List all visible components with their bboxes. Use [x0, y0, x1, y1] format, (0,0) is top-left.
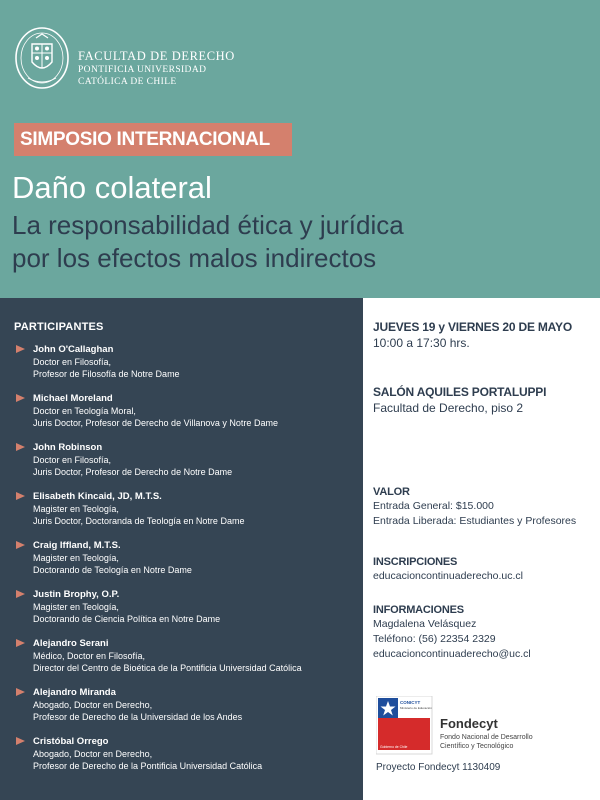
- bullet-arrow-icon: [16, 590, 25, 598]
- participant-name: Cristóbal Orrego: [33, 736, 109, 747]
- participant-degree: Doctor en Teología Moral,: [33, 406, 136, 416]
- participant-name: John Robinson: [33, 442, 103, 453]
- participant-role: Juris Doctor, Doctoranda de Teología en Notre Dame: [33, 516, 245, 526]
- contact-name: Magdalena Velásquez: [373, 618, 477, 630]
- event-type-badge: SIMPOSIO INTERNACIONAL: [14, 123, 292, 156]
- bullet-arrow-icon: [16, 737, 25, 745]
- participant-role: Profesor de Derecho de la Pontificia Universidad Católica: [33, 761, 263, 771]
- price-free: Entrada Liberada: Estudiantes y Profesores: [373, 515, 577, 527]
- participant-name: Alejandro Serani: [33, 638, 109, 649]
- header-banner: [0, 0, 600, 298]
- participant-item: [14, 540, 359, 589]
- contact-block: [373, 603, 531, 662]
- participant-role: Doctorando de Ciencia Política en Notre Dame: [33, 614, 221, 624]
- participants-panel: [0, 298, 363, 800]
- project-number: Proyecto Fondecyt 1130409: [376, 762, 501, 773]
- university-seal-icon: [14, 26, 70, 90]
- participant-degree: Magister en Teología,: [33, 602, 119, 612]
- event-date: JUEVES 19 y VIERNES 20 DE MAYO: [373, 320, 572, 334]
- participant-role: Director del Centro de Bioética de la Pontificia Universidad Católica: [33, 663, 302, 673]
- participant-item: [14, 687, 359, 736]
- event-subtitle-line1: La responsabilidad ética y jurídica: [12, 210, 404, 240]
- signup-heading: INSCRIPCIONES: [373, 556, 458, 568]
- participant-item: [14, 638, 359, 687]
- event-subtitle: [12, 209, 592, 275]
- fondecyt-line2: Científico y Tecnológico: [440, 743, 514, 750]
- university-name-line2: CATÓLICA DE CHILE: [78, 77, 177, 87]
- participant-item: [14, 589, 359, 638]
- bullet-arrow-icon: [16, 688, 25, 696]
- signup-url: educacioncontinuaderecho.uc.cl: [373, 570, 524, 582]
- date-block: [373, 319, 572, 351]
- bullet-arrow-icon: [16, 639, 25, 647]
- participant-item: [14, 393, 359, 442]
- contact-heading: INFORMACIONES: [373, 604, 464, 616]
- bullet-arrow-icon: [16, 492, 25, 500]
- participant-degree: Abogado, Doctor en Derecho,: [33, 749, 153, 759]
- price-block: [373, 485, 576, 529]
- price-heading: VALOR: [373, 486, 410, 498]
- participant-name: Michael Moreland: [33, 393, 113, 404]
- participant-role: Juris Doctor, Profesor de Derecho de Notre Dame: [33, 467, 233, 477]
- participant-name: Alejandro Miranda: [33, 687, 116, 698]
- participant-item: [14, 736, 359, 785]
- participant-degree: Doctor en Filosofía,: [33, 455, 112, 465]
- participant-role: Profesor de Derecho de la Universidad de los Andes: [33, 712, 243, 722]
- participant-degree: Magister en Teología,: [33, 504, 119, 514]
- participant-name: Justin Brophy, O.P.: [33, 589, 120, 600]
- venue-name: SALÓN AQUILES PORTALUPPI: [373, 385, 547, 399]
- fondecyt-brand: Fondecyt: [440, 716, 498, 731]
- participant-item: [14, 344, 359, 393]
- participant-role: Doctorando de Teología en Notre Dame: [33, 565, 192, 575]
- university-name-line1: PONTIFICIA UNIVERSIDAD: [78, 65, 207, 75]
- conicyt-label: CONICYT: [400, 700, 421, 705]
- participants-list: [14, 344, 359, 785]
- event-subtitle-line2: por los efectos malos indirectos: [12, 243, 377, 273]
- event-time: 10:00 a 17:30 hrs.: [373, 336, 470, 350]
- gobierno-label: Gobierno de Chile: [380, 745, 408, 749]
- bullet-arrow-icon: [16, 394, 25, 402]
- event-title: Daño colateral: [12, 170, 212, 205]
- bullet-arrow-icon: [16, 345, 25, 353]
- participant-name: John O'Callaghan: [33, 344, 114, 355]
- price-general: Entrada General: $15.000: [373, 500, 494, 512]
- fondecyt-line1: Fondo Nacional de Desarrollo: [440, 734, 533, 741]
- participant-degree: Abogado, Doctor en Derecho,: [33, 700, 153, 710]
- signup-block: [373, 555, 523, 584]
- participant-name: Elisabeth Kincaid, JD, M.T.S.: [33, 491, 162, 502]
- participant-degree: Médico, Doctor en Filosofía,: [33, 651, 146, 661]
- participant-role: Profesor de Filosofía de Notre Dame: [33, 369, 180, 379]
- conicyt-sub: Ministerio de Educación: [400, 706, 432, 710]
- participant-role: Juris Doctor, Profesor de Derecho de Villanova y Notre Dame: [33, 418, 278, 428]
- bullet-arrow-icon: [16, 541, 25, 549]
- bullet-arrow-icon: [16, 443, 25, 451]
- participant-item: [14, 491, 359, 540]
- fondecyt-logo: [376, 696, 591, 756]
- venue-block: [373, 384, 546, 416]
- contact-email: educacioncontinuaderecho@uc.cl: [373, 648, 531, 660]
- venue-location: Facultad de Derecho, piso 2: [373, 401, 524, 415]
- participant-degree: Doctor en Filosofía,: [33, 357, 112, 367]
- participant-name: Craig Iffland, M.T.S.: [33, 540, 121, 551]
- contact-phone: Teléfono: (56) 22354 2329: [373, 633, 496, 645]
- faculty-name: FACULTAD DE DERECHO: [78, 49, 235, 63]
- faculty-logo-text: [78, 49, 235, 88]
- participants-heading: PARTICIPANTES: [14, 321, 104, 333]
- participant-degree: Magister en Teología,: [33, 553, 119, 563]
- participant-item: [14, 442, 359, 491]
